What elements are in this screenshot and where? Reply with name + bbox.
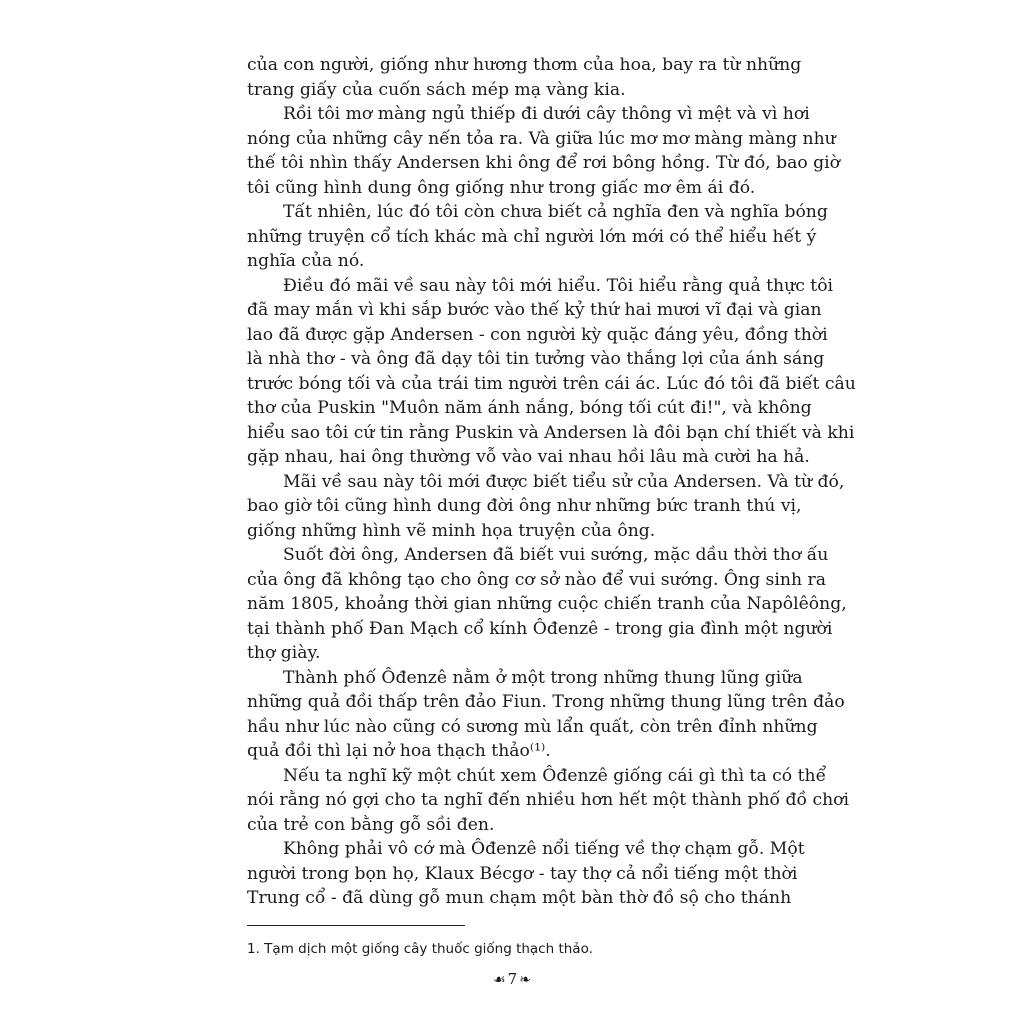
- text-line: thơ của Puskin "Muôn năm ánh nắng, bóng tối cút đi!", và không: [247, 398, 812, 418]
- text-line: gặp nhau, hai ông thường vỗ vào vai nhau hồi lâu mà cười ha hả.: [247, 447, 810, 467]
- text-line: quả đồi thì lại nở hoa thạch thảo⁽¹⁾.: [247, 741, 551, 761]
- text-line: lao đã được gặp Andersen - con người kỳ quặc đáng yêu, đồng thời: [247, 324, 828, 345]
- text-line: người trong bọn họ, Klaux Bécgơ - tay thợ cả nổi tiếng một thời: [247, 863, 798, 884]
- page-number: [0, 968, 1024, 991]
- left-ornament-icon: ☙: [493, 972, 506, 988]
- text-line: Điều đó mãi về sau này tôi mới hiểu. Tôi hiểu rằng quả thực tôi: [283, 275, 834, 296]
- text-line: những quả đồi thấp trên đảo Fiun. Trong những thung lũng trên đảo: [247, 692, 845, 712]
- text-line: của con người, giống như hương thơm của hoa, bay ra từ những: [247, 55, 802, 75]
- text-line: Rồi tôi mơ màng ngủ thiếp đi dưới cây thông vì mệt và vì hơi: [283, 104, 810, 124]
- text-line: bao giờ tôi cũng hình dung đời ông như những bức tranh thú vị,: [247, 496, 802, 516]
- text-line: thế tôi nhìn thấy Andersen khi ông để rơi bông hồng. Từ đó, bao giờ: [247, 153, 841, 173]
- text-line: Không phải vô cớ mà Ôđenzê nổi tiếng về thợ chạm gỗ. Một: [283, 839, 805, 859]
- text-line: Trung cổ - đã dùng gỗ mun chạm một bàn thờ đồ sộ cho thánh: [247, 888, 792, 908]
- text-line: Tất nhiên, lúc đó tôi còn chưa biết cả nghĩa đen và nghĩa bóng: [283, 202, 828, 222]
- page-number-value: 7: [507, 970, 518, 988]
- text-line: thợ giày.: [247, 643, 321, 663]
- text-line: tôi cũng hình dung ông giống như trong giấc mơ êm ái đó.: [247, 177, 756, 198]
- footnote-divider: [247, 925, 465, 926]
- text-line: năm 1805, khoảng thời gian những cuộc chiến tranh của Napôlêông,: [247, 594, 847, 614]
- body-text: [247, 53, 856, 911]
- text-line: hầu như lúc nào cũng có sương mù lẩn quất, còn trên đỉnh những: [247, 716, 818, 737]
- footnote: 1. Tạm dịch một giống cây thuốc giống thạch thảo.: [247, 941, 593, 957]
- text-line: những truyện cổ tích khác mà chỉ người lớn mới có thể hiểu hết ý: [247, 226, 817, 247]
- text-line: là nhà thơ - và ông đã dạy tôi tin tưởng vào thắng lợi của ánh sáng: [247, 349, 825, 369]
- text-line: Mãi về sau này tôi mới được biết tiểu sử của Andersen. Và từ đó,: [283, 471, 845, 492]
- text-line: của trẻ con bằng gỗ sồi đen.: [247, 814, 495, 835]
- text-line: đã may mắn vì khi sắp bước vào thế kỷ thứ hai mươi vĩ đại và gian: [247, 300, 822, 320]
- text-line: Suốt đời ông, Andersen đã biết vui sướng, mặc dầu thời thơ ấu: [283, 545, 829, 565]
- text-line: giống những hình vẽ minh họa truyện của ông.: [247, 520, 656, 541]
- text-line: tại thành phố Đan Mạch cổ kính Ôđenzê - trong gia đình một người: [247, 618, 833, 639]
- text-line: nóng của những cây nến tỏa ra. Và giữa lúc mơ mơ màng màng như: [247, 128, 836, 149]
- text-line: trang giấy của cuốn sách mép mạ vàng kia.: [247, 79, 626, 100]
- text-line: hiểu sao tôi cứ tin rằng Puskin và Andersen là đôi bạn chí thiết và khi: [247, 422, 855, 443]
- text-line: của ông đã không tạo cho ông cơ sở nào để vui sướng. Ông sinh ra: [247, 569, 826, 590]
- right-ornament-icon: ❧: [519, 972, 531, 988]
- text-line: trước bóng tối và của trái tim người trên cái ác. Lúc đó tôi đã biết câu: [247, 373, 856, 394]
- text-line: nói rằng nó gợi cho ta nghĩ đến nhiều hơn hết một thành phố đồ chơi: [247, 790, 850, 810]
- text-line: Thành phố Ôđenzê nằm ở một trong những thung lũng giữa: [283, 667, 803, 688]
- text-line: nghĩa của nó.: [247, 251, 365, 271]
- text-line: Nếu ta nghĩ kỹ một chút xem Ôđenzê giống cái gì thì ta có thể: [283, 765, 827, 786]
